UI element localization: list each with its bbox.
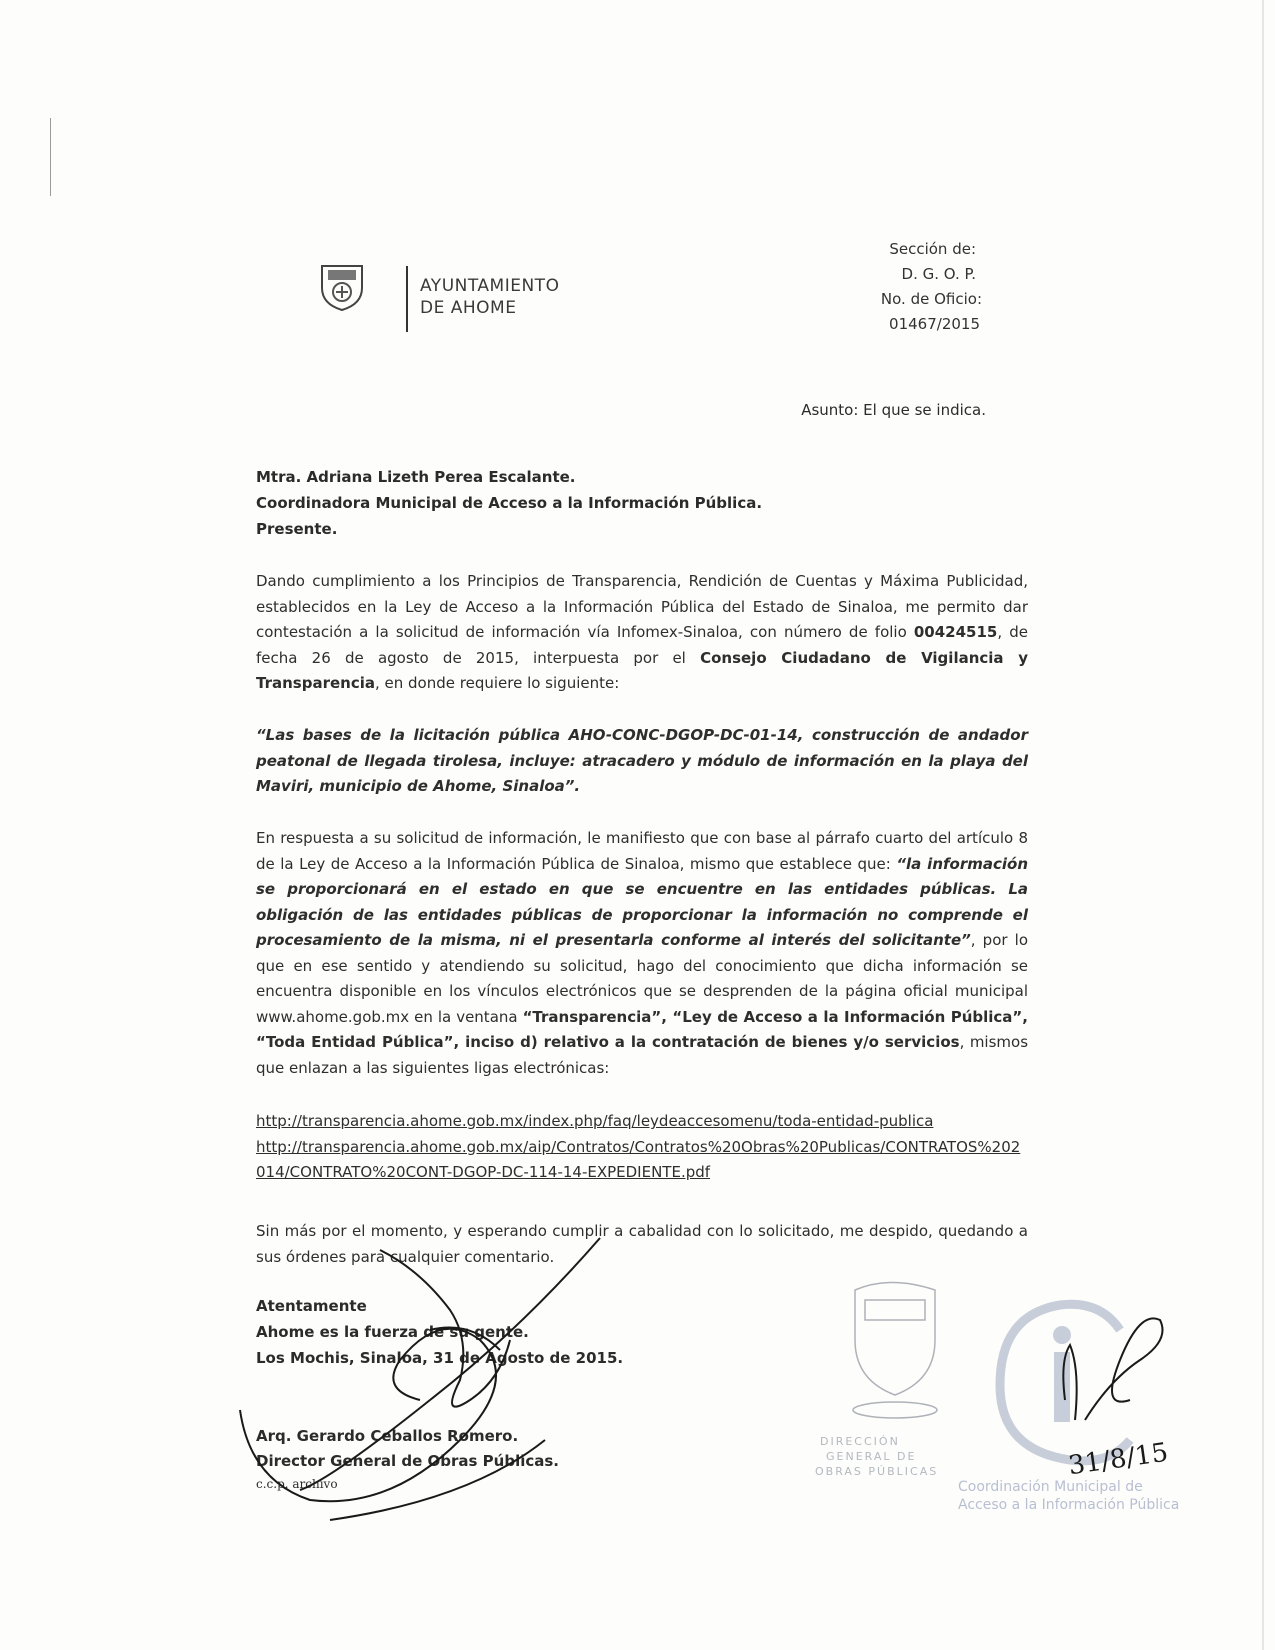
- dgop-stamp-text: DIRECCIÓN: [820, 1435, 900, 1448]
- coord-line1: Coordinación Municipal de: [958, 1479, 1143, 1495]
- place-date: Los Mochis, Sinaloa, 31 de Agosto de 2015.: [256, 1349, 624, 1367]
- dgop-stamp-text-2: GENERAL DE: [826, 1450, 917, 1463]
- info-access-stamp: [1000, 1304, 1130, 1461]
- received-initials: [1063, 1318, 1162, 1420]
- paragraph-closing: Sin más por el momento, y esperando cumplir a cabalidad con lo solicitado, me despido, quedando a sus órdenes para cualquier comentario.: [256, 1222, 1028, 1266]
- folio-number: 00424515: [913, 623, 998, 641]
- p1-text-a: Dando cumplimiento a los Principios de Transparencia, Rendición de Cuentas y Máxima Publicidad, establecidos en la Ley de Acceso a la Información Pública del Estado de Sinaloa, me permito dar contestación a la solicitud de información vía Infomex-Sinaloa, con número de folio: [256, 572, 1028, 641]
- signer-title: Director General de Obras Públicas.: [256, 1452, 559, 1470]
- atentamente: Atentamente: [256, 1297, 367, 1315]
- addressee-name: Mtra. Adriana Lizeth Perea Escalante.: [256, 468, 576, 486]
- received-date: 31/8/15: [1066, 1437, 1170, 1482]
- seccion-label: Sección de:: [889, 240, 976, 258]
- p1-text-c: , en donde requiere lo siguiente:: [374, 674, 620, 692]
- motto: Ahome es la fuerza de su gente.: [256, 1323, 529, 1341]
- dgop-stamp-text-3: OBRAS PÚBLICAS: [815, 1465, 939, 1478]
- oficio-number: 01467/2015: [889, 315, 980, 333]
- addressee-title: Coordinadora Municipal de Acceso a la Información Pública.: [256, 494, 763, 512]
- org-name-line1: AYUNTAMIENTO: [420, 276, 560, 296]
- p1-text-b: , de fecha 26 de agosto de 2015, interpuesta por el: [256, 623, 1028, 667]
- navigation-path: “Transparencia”, “Ley de Acceso a la Información Pública”, “Toda Entidad Pública”, inciso d) relativo a la contratación de bienes y/o servicios: [256, 1007, 1028, 1051]
- law-quote: “la información se proporcionará en el estado en que se encuentre en las entidades públicas. La obligación de las entidades públicas de proporcionar la información no comprende el procesamiento de la misma, ni el presentarla conforme al interés del solicitante”: [256, 854, 1028, 949]
- request-quote: “Las bases de la licitación pública AHO-CONC-DGOP-DC-01-14, construcción de andador peatonal de llegada tirolesa, incluye: atracadero y módulo de información en la playa del Maviri, municipio de Ahome, Sinaloa”.: [256, 726, 1028, 795]
- asunto: Asunto: El que se indica.: [801, 401, 986, 419]
- link-toda-entidad-publica[interactable]: http://transparencia.ahome.gob.mx/index.php/faq/leydeaccesomenu/toda-entidad-publica: [256, 1112, 934, 1130]
- dgop-stamp: [853, 1283, 937, 1419]
- p3-text-a: En respuesta a su solicitud de información, le manifiesto que con base al párrafo cuarto del artículo 8 de la Ley de Acceso a la Información Pública de Sinaloa, mismo que establece que:: [256, 829, 1028, 873]
- handwritten-signature: [240, 1238, 600, 1520]
- presente: Presente.: [256, 520, 338, 538]
- ccp-archivo: c.c.p. archivo: [256, 1477, 338, 1491]
- p3-text-b: , por lo que en ese sentido y atendiendo su solicitud, hago del conocimiento que dicha información se encuentra disponible en los vínculos electrónicos que se desprenden de la página oficial municipal www.ahome.gob.mx en la ventana: [256, 931, 1028, 1026]
- requester-org: Consejo Ciudadano de Vigilancia y Transparencia: [256, 648, 1028, 692]
- org-name-line2: DE AHOME: [420, 298, 517, 318]
- coord-line2: Acceso a la Información Pública: [958, 1497, 1180, 1513]
- signer-name: Arq. Gerardo Ceballos Romero.: [256, 1427, 519, 1445]
- link-contrato-expediente[interactable]: http://transparencia.ahome.gob.mx/aip/Contratos/Contratos%20Obras%20Publicas/CONTRATOS%202014/CONTRATO%20CONT-DGOP-DC-114-14-EXPEDIENTE.pdf: [256, 1137, 1021, 1181]
- oficio-label: No. de Oficio:: [880, 290, 982, 308]
- seccion-value: D. G. O. P.: [901, 265, 976, 283]
- p3-text-c: , mismos que enlazan a las siguientes ligas electrónicas:: [256, 1033, 1029, 1077]
